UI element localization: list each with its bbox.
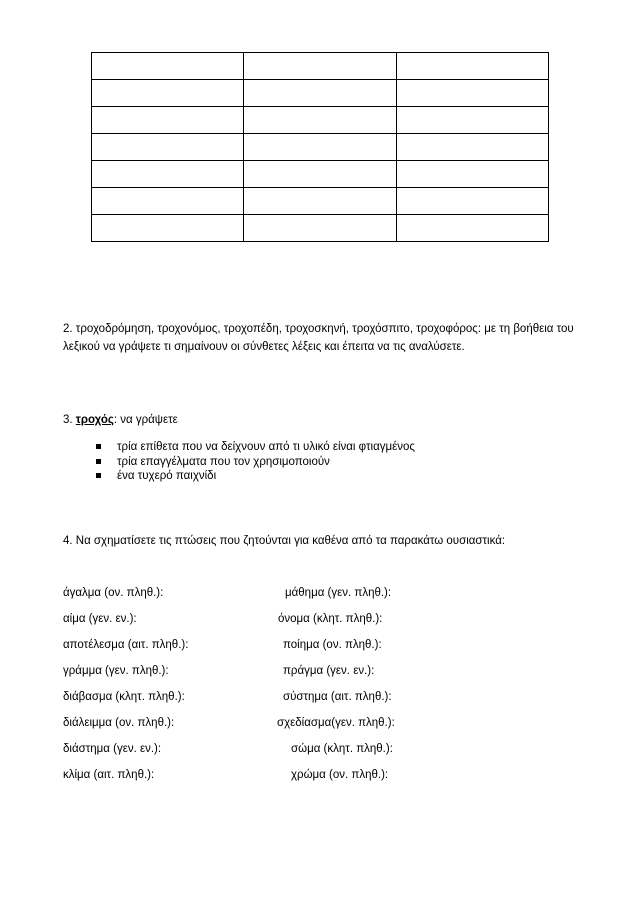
- noun-item: αποτέλεσμα (αιτ. πληθ.):: [63, 639, 189, 651]
- question-4-text: 4. Να σχηματίσετε τις πτώσεις που ζητούνται για καθένα από τα παρακάτω ουσιαστικά:: [63, 535, 506, 547]
- question-3-instruction: : να γράψετε: [113, 414, 178, 426]
- table-cell: [244, 161, 396, 188]
- noun-item: σώμα (κλητ. πληθ.):: [291, 743, 393, 755]
- table-row: [92, 80, 549, 107]
- bullet-text: τρία επαγγέλματα που τον χρησιμοποιούν: [117, 455, 330, 468]
- table-row: [92, 134, 549, 161]
- square-bullet-icon: [96, 473, 101, 478]
- table-cell: [244, 80, 396, 107]
- table-cell: [396, 80, 548, 107]
- question-3-keyword: τροχός: [75, 414, 114, 426]
- table-cell: [396, 53, 548, 80]
- question-2-text: 2. τροχοδρόμηση, τροχονόμος, τροχοπέδη, τροχοσκηνή, τροχόσπιτο, τροχοφόρος: με τη βοήθεια του λεξικού να γράψετε τι σημαίνουν οι σύνθετες λέξεις και έπειτα να τις αναλύσετε.: [63, 323, 574, 353]
- noun-item: σχεδίασμα(γεν. πληθ.):: [277, 717, 395, 729]
- table-cell: [244, 53, 396, 80]
- noun-item: άγαλμα (ον. πληθ.):: [63, 587, 164, 599]
- question-3-heading: [63, 414, 178, 426]
- noun-item: διάστημα (γεν. εν.):: [63, 743, 162, 755]
- table-cell: [396, 134, 548, 161]
- square-bullet-icon: [96, 444, 101, 449]
- noun-item: ποίημα (ον. πληθ.):: [283, 639, 382, 651]
- table-cell: [396, 161, 548, 188]
- table-cell: [244, 188, 396, 215]
- noun-item: σύστημα (αιτ. πληθ.):: [283, 691, 392, 703]
- list-item: [96, 455, 415, 470]
- table-cell: [92, 188, 244, 215]
- list-item: [96, 469, 415, 484]
- table-row: [92, 107, 549, 134]
- table-cell: [396, 107, 548, 134]
- noun-item: όνομα (κλητ. πληθ.):: [278, 613, 383, 625]
- noun-item: διάβασμα (κλητ. πληθ.):: [63, 691, 185, 703]
- table-cell: [244, 215, 396, 242]
- question-3-bullet-list: [96, 440, 415, 484]
- table-cell: [92, 134, 244, 161]
- table-cell: [92, 80, 244, 107]
- table-cell: [396, 215, 548, 242]
- table-row: [92, 161, 549, 188]
- table-cell: [92, 161, 244, 188]
- table-cell: [92, 215, 244, 242]
- table-cell: [244, 107, 396, 134]
- bullet-text: ένα τυχερό παιχνίδι: [117, 470, 217, 482]
- table-cell: [92, 107, 244, 134]
- table-row: [92, 215, 549, 242]
- table-cell: [244, 134, 396, 161]
- table-cell: [396, 188, 548, 215]
- list-item: [96, 440, 415, 455]
- table-row: [92, 188, 549, 215]
- noun-item: μάθημα (γεν. πληθ.):: [285, 587, 392, 599]
- table-cell: [92, 53, 244, 80]
- noun-item: πράγμα (γεν. εν.):: [283, 665, 375, 677]
- noun-item: κλίμα (αιτ. πληθ.):: [63, 769, 155, 781]
- bullet-text: τρία επίθετα που να δείχνουν από τι υλικό είναι φτιαγμένος: [117, 441, 415, 453]
- question-3-number: 3.: [63, 414, 73, 426]
- answer-table-body: [92, 53, 549, 242]
- noun-item: αίμα (γεν. εν.):: [63, 613, 137, 625]
- square-bullet-icon: [96, 459, 101, 464]
- noun-item: διάλειμμα (ον. πληθ.):: [63, 717, 175, 729]
- noun-item: χρώμα (ον. πληθ.):: [291, 769, 389, 781]
- noun-item: γράμμα (γεν. πληθ.):: [63, 665, 169, 677]
- answer-table: [91, 52, 549, 242]
- table-row: [92, 53, 549, 80]
